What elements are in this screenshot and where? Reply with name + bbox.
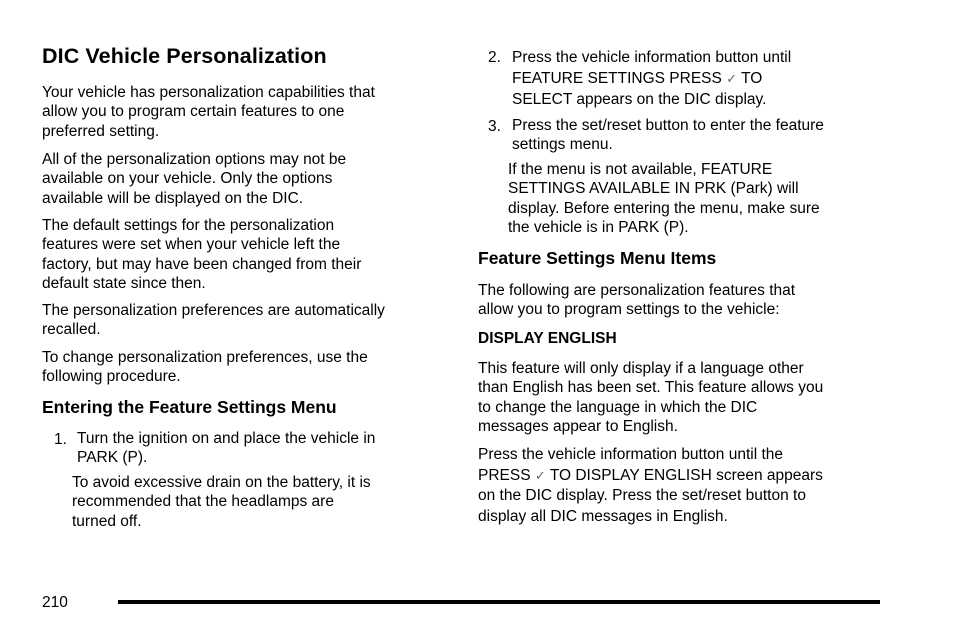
step-text: Press the set/reset button to enter the feature settings menu.	[512, 117, 824, 154]
subheading-display-english: DISPLAY ENGLISH	[478, 330, 617, 347]
section-heading-entering: Entering the Feature Settings Menu	[42, 397, 337, 417]
step-text: Press the vehicle information button until FEATURE SETTINGS PRESS ✓ TO SELECT appears on the DIC display.	[512, 49, 792, 108]
paragraph-menu-intro: The following are personalization features that allow you to program settings to the vehicle:	[478, 282, 796, 319]
paragraph-press-button: Press the vehicle information button until the PRESS ✓ TO DISPLAY ENGLISH screen appears on the DIC display. Press the set/reset button to display all DIC messages in English.	[478, 446, 823, 525]
paragraph-defaults: The default settings for the personalization features were set when your vehicle left the factory, but may have been changed from their default state since then.	[42, 217, 362, 293]
paragraph-display-english: This feature will only display if a language other than English has been set. This feature allows you to change the language in which the DIC messages appear to English.	[478, 360, 824, 436]
footer-rule	[118, 600, 880, 604]
step-number: 3.	[488, 118, 501, 135]
step-1-note: To avoid excessive drain on the battery, it is recommended that the headlamps are turned off.	[72, 474, 371, 530]
check-icon: ✓	[534, 467, 546, 483]
paragraph-procedure: To change personalization preferences, use the following procedure.	[42, 349, 368, 386]
paragraph-recalled: The personalization preferences are automatically recalled.	[42, 302, 385, 339]
page-number: 210	[42, 594, 68, 611]
check-icon: ✓	[726, 71, 738, 86]
step-number: 2.	[488, 49, 501, 66]
paragraph-intro: Your vehicle has personalization capabilities that allow you to program certain features to one preferred setting.	[42, 84, 375, 140]
step-3-note: If the menu is not available, FEATURE SETTINGS AVAILABLE IN PRK (Park) will display. Before entering the menu, make sure the vehicle is in PARK (P).	[508, 161, 820, 237]
section-heading-menu-items: Feature Settings Menu Items	[478, 248, 717, 268]
paragraph-availability: All of the personalization options may not be available on your vehicle. Only the options available will be displayed on the DIC.	[42, 151, 347, 207]
page-title: DIC Vehicle Personalization	[42, 44, 327, 68]
step-number: 1.	[54, 431, 67, 448]
step-text: Turn the ignition on and place the vehicle in PARK (P).	[77, 430, 376, 467]
